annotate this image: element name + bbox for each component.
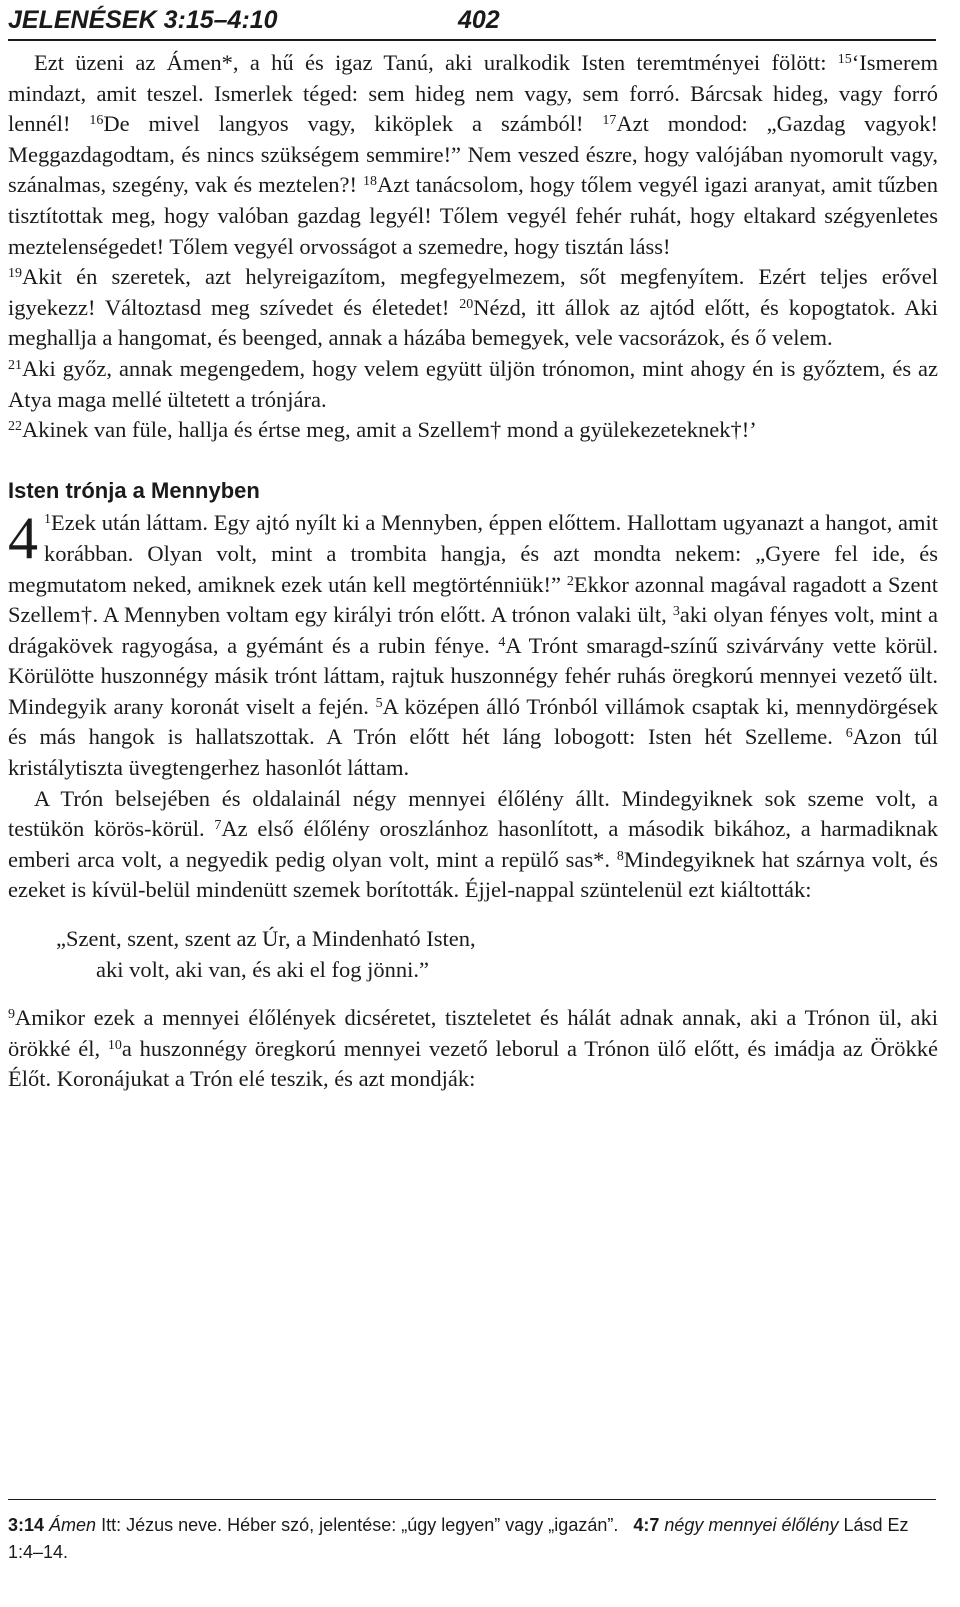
- verse-text: Aki győz, annak megengedem, hogy velem együtt üljön trónomon, mint ahogy én is győztem, és az Atya maga mellé ültetett a trónjára.: [8, 355, 938, 412]
- verse-text: A Trón belsejében és oldalainál négy mennyei élőlény állt. Mindegyiknek sok szeme volt, a testükön körös-körül.: [8, 785, 938, 842]
- verse-number: 9: [8, 1007, 15, 1023]
- verse-number: 20: [459, 296, 474, 312]
- verse-text: Amikor ezek a mennyei élőlények dicséretet, tiszteletet és hálát adnak annak, aki a Trónon ül, aki örökké él,: [8, 1005, 938, 1061]
- scripture-text: [8, 48, 938, 1095]
- verse-number: 2: [566, 573, 574, 589]
- verse-number: 3: [672, 604, 680, 620]
- verse-text: A középen álló Trónból villámok csaptak ki, mennydörgések és más hangok is hallatszottak. A Trón előtt hét láng lobogott: Isten hét Szelleme.: [8, 693, 938, 750]
- verse-text: Akinek van füle, hallja és értse meg, amit a Szellem† mond a gyülekezeteknek†!’: [22, 417, 757, 443]
- chapter-paragraph: [8, 505, 939, 783]
- verse-text: Akit én szeretek, azt helyreigazítom, megfegyelmezem, sőt megfenyítem. Ezért teljes erővel igyekezz! Változtasd meg szívedet és életedet!: [8, 264, 938, 320]
- poem-quote: [56, 924, 938, 985]
- footnote-text: Lásd Ez 1:4–14.: [8, 1515, 909, 1562]
- verse-text: ‘Ismerem mindazt, amit teszel. Ismerlek téged: sem hideg nem vagy, sem forró. Bárcsak hideg, vagy forró lennél!: [8, 50, 938, 137]
- verse-number: 19: [8, 266, 22, 282]
- header-rule: [8, 39, 936, 41]
- paragraph: [8, 354, 938, 415]
- verse-number: 17: [602, 113, 617, 129]
- verse-text: Nézd, itt állok az ajtód előtt, és kopogtatok. Aki meghallja a hangomat, és beenged, annak a házába bemegyek, vele vacsorázok, és ő velem.: [8, 294, 938, 351]
- verse-number: 22: [8, 419, 22, 435]
- verse-text: Ezt üzeni az Ámen*, a hű és igaz Tanú, aki uralkodik Isten teremtményei fölött:: [34, 50, 838, 75]
- footnote-text: Itt: Jézus neve. Héber szó, jelentése: „úgy legyen” vagy „igazán”.: [96, 1515, 619, 1535]
- verse-text: aki olyan fényes volt, mint a drágakövek ragyogása, a gyémánt és a rubin fénye.: [8, 602, 938, 658]
- verse-number: 4: [498, 634, 506, 650]
- footnote-reference: 3:14: [8, 1515, 45, 1535]
- paragraph: [8, 784, 938, 906]
- verse-text: Ezek után láttam. Egy ajtó nyílt ki a Mennyben, éppen előttem. Hallottam ugyanazt a hangot, amit korábban. Olyan volt, mint a trombita hangja, és azt mondta nekem: „Gyere fel ide, és megmutatom neked, amiknek ezek után kell megtörténniük!”: [8, 510, 938, 597]
- footnote-rule: [8, 1499, 936, 1500]
- verse-number: 8: [616, 848, 624, 864]
- poem-line: aki volt, aki van, és aki el fog jönni.”: [96, 956, 430, 982]
- verse-text: De mivel langyos vagy, kiköplek a számból!: [103, 111, 603, 137]
- verse-text: Az első élőlény oroszlánhoz hasonlított, a második bikához, a harmadiknak emberi arca volt, a negyedik pedig olyan volt, mint a repülő sas*.: [8, 816, 939, 872]
- verse-number: 7: [214, 818, 222, 834]
- verse-number: 18: [363, 174, 378, 190]
- verse-text: Mindegyiknek hat szárnya volt, és ezeket is kívül-belül mindenütt szemek borították. Éjjel-nappal szüntelenül ezt kiáltották:: [8, 846, 938, 903]
- verse-text: A Trónt smaragd-színű szivárvány vette körül. Körülötte huszonnégy másik trónt láttam, rajtuk huszonnégy fehér ruhás öregkorú mennyei vezető ült. Mindegyik arany koronát viselt a fején.: [8, 632, 939, 719]
- verse-text: Azt mondod: „Gazdag vagyok! Meggazdagodtam, és nincs szükségem semmire!” Nem veszed észre, hogy valójában nyomorult vagy, szánalmas, szegény, vak és meztelen?!: [8, 111, 939, 198]
- verse-number: 21: [8, 357, 22, 373]
- paragraph: [8, 48, 938, 262]
- page-number: 402: [458, 6, 500, 34]
- chapter-number: 4: [8, 505, 38, 572]
- verse-number: 1: [44, 512, 51, 528]
- paragraph: [8, 1003, 938, 1095]
- paragraph: [8, 415, 938, 446]
- verse-number: 16: [89, 113, 104, 129]
- section-heading: Isten trónja a Mennyben: [8, 477, 260, 503]
- verse-text: a huszonnégy öregkorú mennyei vezető leborul a Trónon ülő előtt, és imádja az Örökké Élőt. Koronájukat a Trón elé teszik, és azt mondják:: [8, 1035, 938, 1092]
- footnote-term: négy mennyei élőlény: [664, 1515, 839, 1535]
- verse-text: Ekkor azonnal magával ragadott a Szent Szellem†. A Mennyben voltam egy királyi trón előtt. A trónon valaki ült,: [8, 571, 938, 628]
- verse-text: Azon túl kristálytiszta üvegtengerhez hasonlót láttam.: [8, 724, 938, 781]
- verse-text: Azt tanácsolom, hogy tőlem vegyél igazi aranyat, amit tűzben tisztítottak meg, hogy valóban gazdag legyél! Tőlem vegyél fehér ruhát, hogy eltakard szégyenletes meztelenségedet! Tőlem vegyél orvosságot a szemedre, hogy tisztán láss!: [8, 172, 938, 259]
- footnotes: [8, 1512, 938, 1566]
- poem-line: „Szent, szent, szent az Úr, a Mindenható Isten,: [56, 926, 476, 952]
- verse-number: 15: [837, 52, 852, 67]
- running-header: [8, 6, 936, 40]
- footnote-reference: 4:7: [633, 1515, 660, 1535]
- verse-number: 5: [375, 695, 383, 711]
- book-reference: JELENÉSEK 3:15–4:10: [8, 6, 278, 34]
- paragraph: [8, 262, 938, 354]
- footnote-term: Ámen: [49, 1515, 97, 1535]
- verse-number: 10: [107, 1037, 122, 1053]
- verse-number: 6: [845, 726, 853, 742]
